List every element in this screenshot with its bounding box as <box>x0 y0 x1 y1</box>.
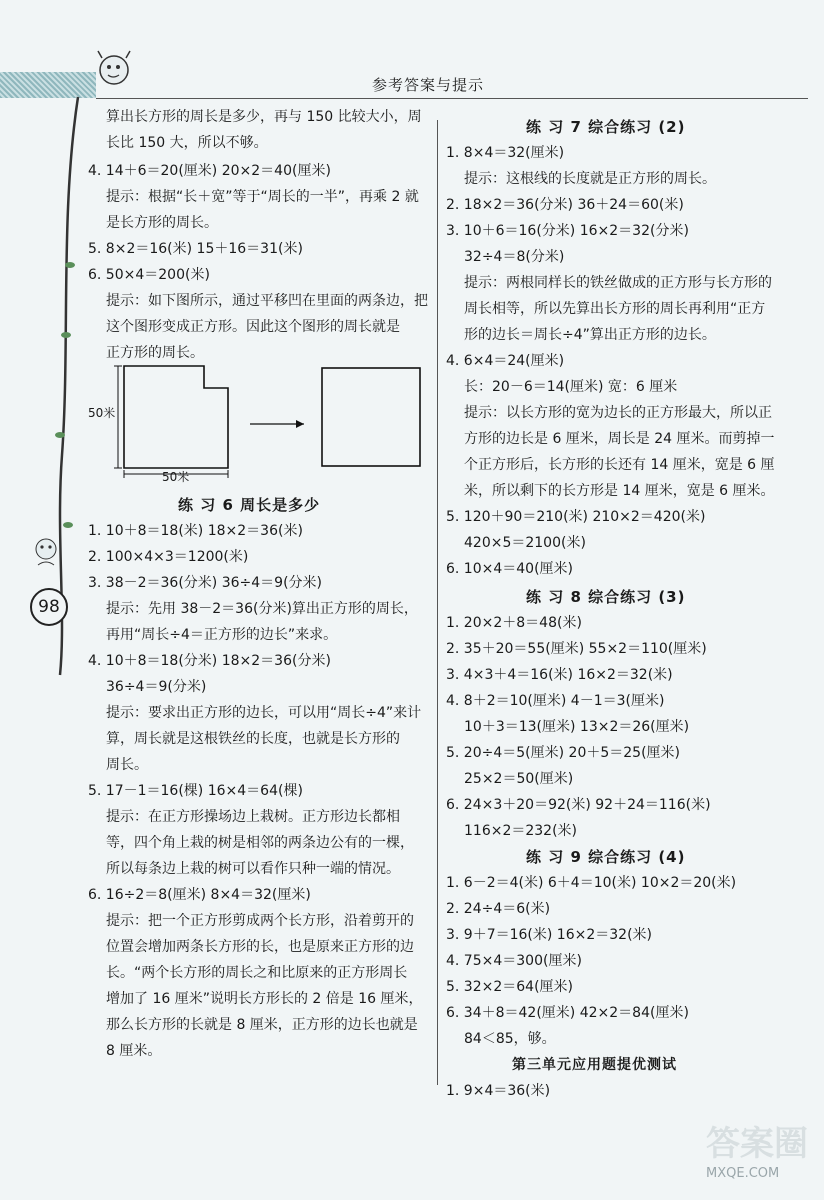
answer-line: 5. 120＋90＝210(米) 210×2＝420(米) <box>446 509 706 525</box>
answer-line: 2. 100×4×3＝1200(米) <box>88 549 249 565</box>
answer-line: 4. 75×4＝300(厘米) <box>446 953 582 969</box>
figure-bottom-label: 50米 <box>162 470 190 484</box>
section-title: 练 习 8 综合练习 (3) <box>526 588 686 606</box>
watermark-logo: 答案圈 <box>706 1124 808 1164</box>
answer-line: 5. 8×2＝16(米) 15＋16＝31(米) <box>88 241 303 257</box>
shape-translation-figure <box>88 360 436 490</box>
unit-test-title: 第三单元应用题提优测试 <box>512 1057 677 1073</box>
figure-left-label: 50米 <box>88 406 116 420</box>
hint-line: 个正方形后，长方形的长还有 14 厘米，宽是 6 厘 <box>464 457 775 473</box>
answer-line: 3. 9＋7＝16(米) 16×2＝32(米) <box>446 927 653 943</box>
text-line: 长比 150 大，所以不够。 <box>106 135 268 151</box>
watermark-url: MXQE.COM <box>706 1166 780 1181</box>
answer-line: 4. 14＋6＝20(厘米) 20×2＝40(厘米) <box>88 163 331 179</box>
answer-line: 3. 4×3＋4＝16(米) 16×2＝32(米) <box>446 667 673 683</box>
column-divider <box>437 120 438 1085</box>
answer-line: 1. 10＋8＝18(米) 18×2＝36(米) <box>88 523 303 539</box>
header-title: 参考答案与提示 <box>372 76 485 94</box>
hint-line: 位置会增加两条长方形的长，也是原来正方形的边 <box>106 939 414 955</box>
page-number: 98 <box>30 588 68 626</box>
hint-line: 这个图形变成正方形。因此这个图形的周长就是 <box>106 319 400 335</box>
answer-line: 1. 8×4＝32(厘米) <box>446 145 565 161</box>
hint-line: 提示：如下图所示，通过平移凹在里面的两条边，把 <box>106 293 428 309</box>
header-rule <box>96 98 808 99</box>
answer-line: 5. 17－1＝16(棵) 16×4＝64(棵) <box>88 783 303 799</box>
hint-line: 是长方形的周长。 <box>106 215 218 231</box>
answer-line: 2. 18×2＝36(分米) 36＋24＝60(米) <box>446 197 684 213</box>
answer-line: 6. 24×3＋20＝92(米) 92＋24＝116(米) <box>446 797 711 813</box>
hint-line: 那么长方形的长就是 8 厘米，正方形的边长也就是 <box>106 1017 418 1033</box>
answer-line: 5. 32×2＝64(厘米) <box>446 979 573 995</box>
text-line: 算出长方形的周长是多少，再与 150 比较大小，周 <box>106 109 422 125</box>
answer-line: 6. 34＋8＝42(厘米) 42×2＝84(厘米) <box>446 1005 689 1021</box>
hint-line: 所以每条边上栽的树可以看作只种一端的情况。 <box>106 861 400 877</box>
answer-line: 3. 38－2＝36(分米) 36÷4＝9(分米) <box>88 575 323 591</box>
answer-line: 2. 24÷4＝6(米) <box>446 901 551 917</box>
answer-line: 6. 16÷2＝8(厘米) 8×4＝32(厘米) <box>88 887 311 903</box>
hint-line: 提示：根据“长＋宽”等于“周长的一半”，再乘 2 就 <box>106 189 419 205</box>
hint-line: 提示：先用 38－2＝36(分米)算出正方形的周长， <box>106 601 418 617</box>
answer-line: 4. 6×4＝24(厘米) <box>446 353 565 369</box>
hint-line: 米，所以剩下的长方形是 14 厘米，宽是 6 厘米。 <box>464 483 775 499</box>
answer-line: 10＋3＝13(厘米) 13×2＝26(厘米) <box>464 719 690 735</box>
hint-line: 方形的边长是 6 厘米，周长是 24 厘米。而剪掉一 <box>464 431 775 447</box>
answer-line: 84＜85，够。 <box>464 1031 556 1047</box>
hint-line: 增加了 16 厘米”说明长方形长的 2 倍是 16 厘米， <box>106 991 423 1007</box>
hint-line: 8 厘米。 <box>106 1043 162 1059</box>
answer-line: 1. 6－2＝4(米) 6＋4＝10(米) 10×2＝20(米) <box>446 875 737 891</box>
answer-line: 420×5＝2100(米) <box>464 535 586 551</box>
answer-line: 4. 8＋2＝10(厘米) 4－1＝3(厘米) <box>446 693 665 709</box>
section-title: 练 习 6 周长是多少 <box>178 496 321 514</box>
hint-line: 形的边长＝周长÷4”算出正方形的边长。 <box>464 327 716 343</box>
answer-line: 1. 20×2＋8＝48(米) <box>446 615 582 631</box>
hint-line: 提示：以长方形的宽为边长的正方形最大，所以正 <box>464 405 772 421</box>
hint-line: 长。“两个长方形的周长之和比原来的正方形周长 <box>106 965 408 981</box>
hint-line: 等，四个角上栽的树是相邻的两条边公有的一棵， <box>106 835 414 851</box>
answer-line: 4. 10＋8＝18(分米) 18×2＝36(分米) <box>88 653 331 669</box>
answer-line: 6. 10×4＝40(厘米) <box>446 561 573 577</box>
answer-line: 116×2＝232(米) <box>464 823 578 839</box>
hint-line: 提示：在正方形操场边上栽树。正方形边长都相 <box>106 809 400 825</box>
answer-line: 1. 9×4＝36(米) <box>446 1083 551 1099</box>
section-title: 练 习 9 综合练习 (4) <box>526 848 686 866</box>
answer-line: 3. 10＋6＝16(分米) 16×2＝32(分米) <box>446 223 689 239</box>
hint-line: 算，周长就是这根铁丝的长度，也就是长方形的 <box>106 731 400 747</box>
hint-line: 提示：两根同样长的铁丝做成的正方形与长方形的 <box>464 275 772 291</box>
answer-line: 25×2＝50(厘米) <box>464 771 574 787</box>
hint-line: 提示：这根线的长度就是正方形的周长。 <box>464 171 716 187</box>
section-title: 练 习 7 综合练习 (2) <box>526 118 686 136</box>
answer-line: 长：20－6＝14(厘米) 宽：6 厘米 <box>464 379 678 395</box>
answer-line: 6. 50×4＝200(米) <box>88 267 210 283</box>
answer-line: 2. 35＋20＝55(厘米) 55×2＝110(厘米) <box>446 641 707 657</box>
hint-line: 正方形的周长。 <box>106 345 204 361</box>
answer-line: 32÷4＝8(分米) <box>464 249 565 265</box>
hint-line: 提示：要求出正方形的边长，可以用“周长÷4”来计 <box>106 705 422 721</box>
hint-line: 周长相等，所以先算出长方形的周长再利用“正方 <box>464 301 766 317</box>
hint-line: 再用“周长÷4＝正方形的边长”来求。 <box>106 627 338 643</box>
answer-line: 5. 20÷4＝5(厘米) 20＋5＝25(厘米) <box>446 745 681 761</box>
hint-line: 提示：把一个正方形剪成两个长方形，沿着剪开的 <box>106 913 414 929</box>
answer-line: 36÷4＝9(分米) <box>106 679 207 695</box>
clock-mascot-icon <box>90 48 140 92</box>
hint-line: 周长。 <box>106 757 148 773</box>
